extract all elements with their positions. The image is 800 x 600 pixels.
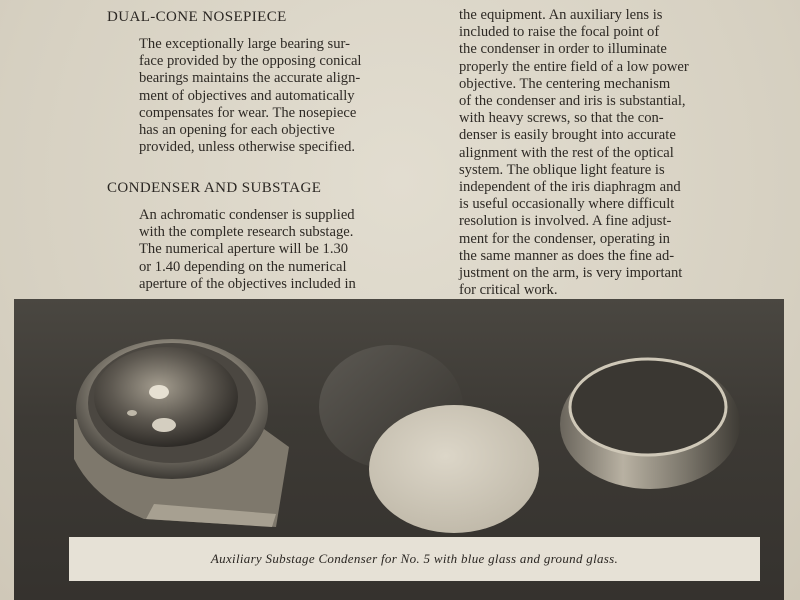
text-line: ment of objectives and automatically [139, 87, 355, 104]
text-line: the condenser in order to illuminate [459, 41, 667, 58]
text-line: included to raise the focal point of [459, 24, 660, 41]
text-line: with heavy screws, so that the con- [459, 110, 664, 127]
condenser-lens [94, 347, 238, 447]
text-line: alignment with the rest of the optical [459, 144, 674, 161]
text-line: aperture of the objectives included in [139, 275, 356, 292]
lens-reflection-small [127, 410, 137, 416]
lens-reflection [152, 418, 176, 432]
paragraph-condenser [139, 207, 356, 293]
text-line: system. The oblique light feature is [459, 161, 665, 178]
text-line: the same manner as does the fine ad- [459, 247, 675, 264]
text-line: justment on the arm, is very important [459, 265, 683, 282]
text-line: the equipment. An auxiliary lens is [459, 7, 663, 23]
text-line: provided, unless otherwise specified. [139, 139, 356, 156]
text-line: An achromatic condenser is supplied [139, 207, 355, 223]
text-line: or 1.40 depending on the numerical [139, 258, 347, 275]
text-line: The exceptionally large bearing sur- [139, 36, 350, 52]
photo-caption: Auxiliary Substage Condenser for No. 5 with blue glass and ground glass. [210, 551, 619, 566]
text-line: denser is easily brought into accurate [459, 127, 676, 144]
paragraph-continuation [459, 7, 689, 299]
text-line: properly the entire field of a low power [459, 58, 689, 75]
text-line: of the condenser and iris is substantial, [459, 93, 686, 110]
text-line: resolution is involved. A fine adjust- [459, 213, 672, 230]
paragraph-nosepiece [139, 36, 361, 156]
text-line: is useful occasionally where difficult [459, 196, 675, 213]
text-line: The numerical aperture will be 1.30 [139, 241, 349, 258]
text-line: independent of the iris diaphragm and [459, 179, 681, 196]
text-line: face provided by the opposing conical [139, 53, 362, 70]
text-line: has an opening for each objective [139, 122, 335, 139]
ground-glass-disc [369, 405, 539, 533]
text-line: objective. The centering mechanism [459, 75, 671, 92]
lens-highlight [149, 385, 169, 399]
heading-condenser-and-substage: CONDENSER AND SUBSTAGE [107, 180, 322, 196]
text-line: for critical work. [459, 282, 558, 299]
text-line: bearings maintains the accurate align- [139, 70, 361, 87]
text-line: ment for the condenser, operating in [459, 230, 670, 247]
text-line: compensates for wear. The nosepiece [139, 104, 357, 121]
heading-dual-cone-nosepiece: DUAL-CONE NOSEPIECE [107, 9, 287, 25]
text-line: with the complete research substage. [139, 224, 354, 241]
